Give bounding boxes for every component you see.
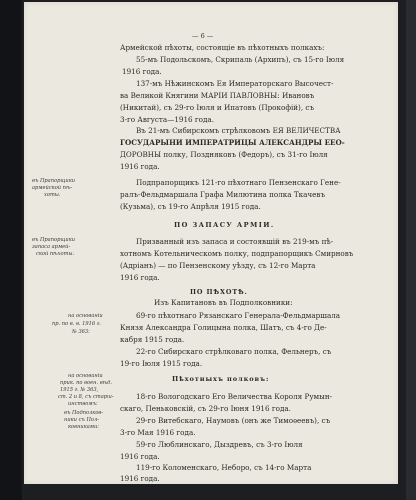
text-line: 1916 года. <box>120 452 160 461</box>
text-line: 29-го Витебскаго, Наумовъ (онъ же Тимоѳеевъ), съ <box>136 416 331 425</box>
subsection-heading: Изъ Капитановъ въ Подполковники: <box>154 298 293 307</box>
margin-note-line: пр. по в. в. 1916 г. <box>52 321 101 327</box>
margin-note-line: запаса армей- <box>32 244 71 250</box>
text-line: скаго, Пеньковскій, съ 29-го Іюня 1916 года. <box>120 404 291 413</box>
text-line: (Кузьма), съ 19-го Апрѣля 1915 года. <box>120 202 261 211</box>
margin-note-line: прик. по воен. вѣд. <box>60 380 113 386</box>
text-line: ДОРОВНЫ полку, Поздняковъ (Федоръ), съ 31-го Іюля <box>120 150 328 159</box>
margin-note-line: ской пѣхоты. <box>36 251 75 257</box>
text-line: ралъ-Фельдмаршала Графа Милютина полка Ткачевъ <box>120 190 326 199</box>
text-line: ГОСУДАРЫНИ ИМПЕРАТРИЦЫ АЛЕКСАНДРЫ ЕЕО- <box>120 138 345 147</box>
section-heading: ПО ЗАПАСУ АРМІИ. <box>174 221 275 229</box>
margin-note-line: армейской пѣ- <box>32 185 73 191</box>
scan-background-right <box>406 0 416 500</box>
text-line: 137-мъ Нѣжинскомъ Ея Императорскаго Высочест- <box>136 79 334 88</box>
scan-background-left <box>0 0 22 500</box>
text-line: Призванный изъ запаса и состоявшій въ 219-мъ пѣ- <box>136 237 334 246</box>
margin-note-line: хоты. <box>44 192 61 198</box>
text-line: 119-го Коломенскаго, Неборо, съ 14-го Марта <box>136 463 312 472</box>
margin-note-line: въ Прапорщики <box>32 237 76 243</box>
text-line: кабря 1915 года. <box>120 335 185 344</box>
text-line: 3-го Мая 1916 года. <box>120 428 196 437</box>
margin-note-line: въ Подполков- <box>64 410 104 416</box>
text-line: 1916 года. <box>120 474 160 483</box>
margin-note-line: ст. 2 и 8, съ старш- <box>58 394 114 400</box>
text-line: 18-го Вологодскаго Его Величества Короля Румын- <box>136 392 333 401</box>
page-number: — 6 — <box>192 32 214 40</box>
margin-note-line: ники съ Пол- <box>64 417 99 423</box>
margin-note-line: инствомъ: <box>68 401 98 407</box>
text-line: 69-го пѣхотнаго Рязанскаго Генерала-Фельдмаршала <box>136 311 341 320</box>
text-line: 22-го Сибирскаго стрѣлковаго полка, Фельнеръ, съ <box>136 347 332 356</box>
text-line: (Никитай), съ 29-го Іюля и Ипатовъ (Прокофій), съ <box>120 103 315 112</box>
text-line: 19-го Іюля 1915 года. <box>120 359 203 368</box>
margin-note-line: ковниками: <box>68 424 100 430</box>
text-line: 1916 года. <box>120 162 160 171</box>
text-line: хотномъ Котельническомъ полку, подпрапорщикъ Смирновъ <box>120 249 354 258</box>
section-heading: ПО ПѢХОТѢ. <box>190 288 248 296</box>
document-page <box>24 2 398 484</box>
margin-note-line: № 363: <box>72 329 90 335</box>
text-line: 1916 года. <box>122 67 162 76</box>
text-line: Армейской пѣхоты, состоящіе въ пѣхотныхъ полкахъ: <box>120 43 325 52</box>
margin-note-line: въ Прапорщики <box>32 178 76 184</box>
text-line: 1916 года. <box>120 273 160 282</box>
text-line: (Адріанъ) — по Пензенскому уѣзду, съ 12-го Марта <box>120 261 316 270</box>
text-line: 59-го Люблинскаго, Дыздревъ, съ 3-го Іюля <box>136 440 303 449</box>
text-line: Въ 21-мъ Сибирскомъ стрѣлковомъ ЕЯ ВЕЛИЧЕСТВА <box>136 126 341 135</box>
text-line: 55-мъ Подольскомъ, Скрипаль (Архипъ), съ 15-го Іюля <box>136 55 345 64</box>
section-heading: Пѣхотныхъ полковъ: <box>172 375 270 383</box>
text-line: 3-го Августа—1916 года. <box>120 115 215 124</box>
margin-note-line: на основаніи <box>68 373 103 379</box>
text-line: ва Великой Княгини МАРІИ ПАВЛОВНЫ: Ивановъ <box>120 91 315 100</box>
text-line: Подпрапорщикъ 121-го пѣхотнаго Пензенскаго Гене- <box>136 178 341 187</box>
text-line: Князя Александра Голицына полка, Шатъ, съ 4-го Де- <box>120 323 327 332</box>
margin-note-line: 1915 г. № 363, <box>60 387 99 393</box>
margin-note-line: на основаніи <box>68 313 103 319</box>
